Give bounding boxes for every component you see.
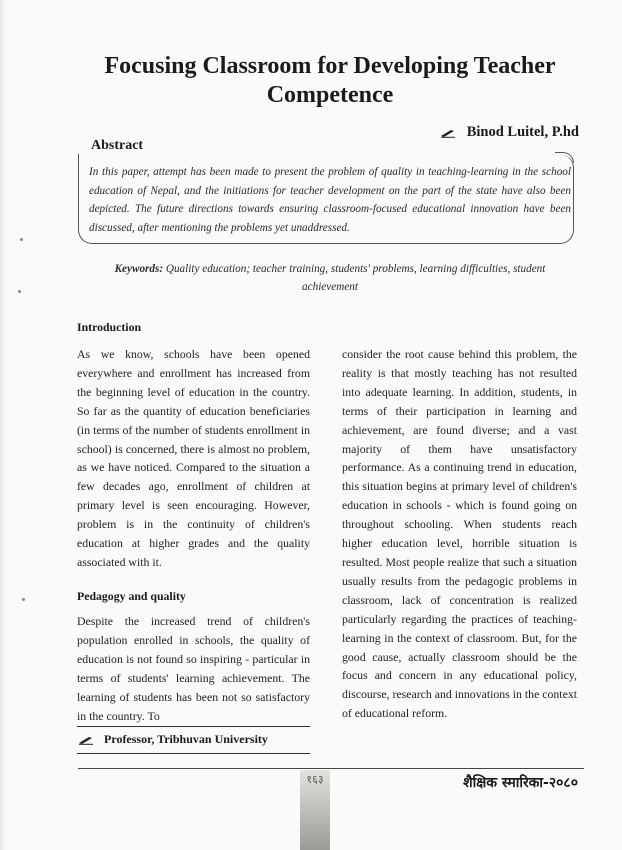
pedagogy-heading: Pedagogy and quality [77, 589, 186, 603]
page-number: १६३ [306, 774, 324, 786]
pen-icon [78, 735, 94, 745]
journal-name: शैक्षिक स्मारिका-२०८० [463, 775, 578, 791]
footnote-rule-top [77, 726, 310, 727]
footnote-text: Professor, Tribhuvan University [104, 732, 268, 746]
scan-speck [22, 598, 25, 601]
footnote [78, 732, 268, 747]
right-column [342, 345, 577, 723]
right-column-paragraph: consider the root cause behind this problem, the reality is that mostly teaching has not resulted into adequate learning. In addition, students, in terms of their participation in learning and achievement, are found diverse; and a vast majority of them have unsatisfactory performance. As a continuing trend in education, this situation begins at primary level of children's education in schools - which is found going on throughout schooling. When students reach higher education level, horrible situation is resulted. Most people realize that such a situation usually results from the pedagogic problems in classroom, lack of concentration is realized particularly regarding the practices of teaching-learning in the context of classroom. But, for the good cause, actually classroom should be the focus and concern in any educational policy, discourse, research and innovations in the context of educational reform. [342, 347, 577, 721]
article-title [60, 52, 600, 110]
page-binding-edge [0, 0, 6, 850]
scan-speck [20, 238, 23, 241]
abstract-heading: Abstract [91, 138, 144, 153]
pedagogy-column [77, 612, 310, 725]
keywords [90, 260, 570, 296]
scan-speck [18, 290, 21, 293]
footer-rule [78, 768, 584, 769]
author-line [440, 124, 579, 141]
abstract-text: In this paper, attempt has been made to present the problem of quality in teaching-learning in the school education of Nepal, and the initiations for teacher development on the part of the state have also been depicted. The future directions towards ensuring classroom-focused educational innovation have been discussed, after mentioning the problems yet unaddressed. [89, 166, 571, 235]
introduction-paragraph: As we know, schools have been opened everywhere and enrollment has increased from the beginning level of education in the country. So far as the quantity of education beneficiaries (in terms of the number of students enrollment in school) is concerned, there is almost no problem, as we have noticed. Compared to the situation a few decades ago, enrollment of children at primary level is seen encouraging. However, problem is in the continuity of children's education at higher grades and the quality associated with it. [77, 347, 310, 569]
pen-icon [440, 128, 456, 138]
introduction-heading: Introduction [77, 320, 142, 334]
footnote-rule-bottom [77, 753, 310, 754]
author-name: Binod Luitel, P.hd [466, 124, 579, 140]
title-line-2: Competence [266, 82, 394, 108]
keywords-text: Quality education; teacher training, students' problems, learning difficulties, student achievement [165, 263, 546, 293]
title-line-1: Focusing Classroom for Developing Teacher [104, 53, 556, 79]
left-column [77, 345, 310, 572]
pedagogy-paragraph: Despite the increased trend of children's population enrolled in schools, the quality of education is not found so inspiring - particular in terms of students' learning achievement. The learning of students has been not so satisfactory in the country. To [77, 614, 310, 723]
keywords-label: Keywords: [114, 263, 164, 275]
